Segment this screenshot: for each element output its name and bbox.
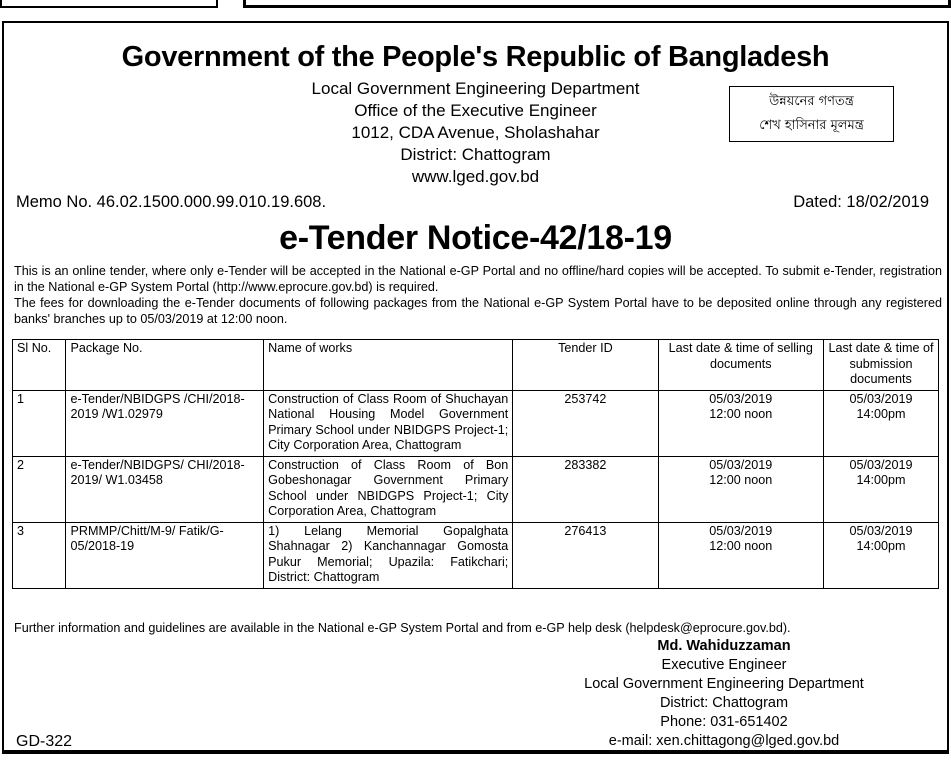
signatory-phone: Phone: 031-651402	[660, 714, 788, 730]
submission-time: 14:00pm	[856, 407, 906, 421]
header-selling-deadline: Last date & time of selling documents	[658, 340, 823, 391]
government-title: Government of the People's Republic of Bangladesh	[121, 41, 830, 73]
table-row	[13, 390, 939, 456]
cell-sl-no: 1	[13, 390, 66, 456]
cell-name-of-works: Construction of Class Room of Shuchayan National Housing Model Government Primary School under NBIDGPS Project-1; City Corporation Area, Chattogram	[264, 390, 513, 456]
signatory-district: District: Chattogram	[659, 695, 789, 711]
slogan-line-1: উন্নয়নের গণতন্ত্র	[769, 94, 854, 109]
signatory-department: Local Government Engineering Department	[584, 676, 864, 692]
office-name: Office of the Executive Engineer	[354, 101, 597, 120]
signatory-email: e-mail: xen.chittagong@lged.gov.bd	[608, 733, 840, 749]
notice-title: e-Tender Notice-42/18-19	[279, 219, 672, 257]
slogan-line-2: শেখ হাসিনার মূলমন্ত্র	[759, 118, 864, 133]
office-address: 1012, CDA Avenue, Sholashahar	[351, 123, 600, 142]
intro-paragraph-1: This is an online tender, where only e-Tender will be accepted in the National e-GP Portal and no offline/hard copies will be accepted. To submit e-Tender, registration in the National e-GP System Portal (http://www.eprocure.gov.bd) is required.	[14, 264, 942, 294]
cell-submission-deadline	[823, 522, 938, 588]
cell-package-no: PRMMP/Chitt/M-9/ Fatik/G-05/2018-19	[66, 522, 264, 588]
slogan-box	[729, 86, 894, 142]
signatory-designation: Executive Engineer	[661, 657, 787, 673]
cell-sl-no: 3	[13, 522, 66, 588]
cell-selling-deadline	[658, 522, 823, 588]
notice-date: Dated: 18/02/2019	[793, 193, 929, 211]
header-package-no: Package No.	[66, 340, 264, 391]
cell-tender-id: 253742	[513, 390, 658, 456]
signatory-name: Md. Wahiduzzaman	[657, 638, 791, 654]
cell-selling-deadline	[658, 456, 823, 522]
tender-notice	[2, 21, 949, 754]
intro-paragraph-2: The fees for downloading the e-Tender documents of following packages from the National e-GP System Portal have to be deposited online through any registered banks' branches up to 05/03/2019 at 12:00 noon.	[14, 296, 942, 326]
office-website: www.lged.gov.bd	[411, 167, 540, 186]
selling-date: 05/03/2019	[709, 523, 773, 538]
selling-time: 12:00 noon	[709, 473, 773, 487]
cell-name-of-works: 1) Lelang Memorial Gopalghata Shahnagar 2) Kanchannagar Gomosta Pukur Memorial; Upazila: Fatikchari; District: Chattogram	[264, 522, 513, 588]
selling-time: 12:00 noon	[709, 539, 773, 553]
department-name: Local Government Engineering Department	[311, 79, 640, 98]
header-sl-no: Sl No.	[13, 340, 66, 391]
submission-date: 05/03/2019	[849, 457, 913, 472]
submission-date: 05/03/2019	[849, 391, 913, 406]
further-information: Further information and guidelines are available in the National e-GP System Portal and from e-GP help desk (helpdesk@eprocure.gov.bd).	[14, 621, 791, 635]
table-row	[13, 456, 939, 522]
selling-date: 05/03/2019	[709, 391, 773, 406]
cell-package-no: e-Tender/NBIDGPS/ CHI/2018-2019/ W1.03458	[66, 456, 264, 522]
selling-time: 12:00 noon	[709, 407, 773, 421]
signature-block	[524, 637, 924, 751]
previous-ad-border-right	[243, 0, 951, 8]
header-submission-deadline: Last date & time of submission documents	[823, 340, 938, 391]
cell-tender-id: 283382	[513, 456, 658, 522]
tender-table	[12, 339, 939, 589]
cell-package-no: e-Tender/NBIDGPS /CHI/2018-2019 /W1.02979	[66, 390, 264, 456]
intro-text	[14, 263, 942, 327]
header-name-of-works: Name of works	[264, 340, 513, 391]
cell-name-of-works: Construction of Class Room of Bon Gobeshonagar Government Primary School under NBIDGPS Project-1; City Corporation Area, Chattogram	[264, 456, 513, 522]
submission-time: 14:00pm	[856, 473, 906, 487]
office-district: District: Chattogram	[400, 145, 551, 164]
cell-submission-deadline	[823, 390, 938, 456]
submission-date: 05/03/2019	[849, 523, 913, 538]
submission-time: 14:00pm	[856, 539, 906, 553]
cell-selling-deadline	[658, 390, 823, 456]
gd-code: GD-322	[16, 733, 73, 750]
memo-number: Memo No. 46.02.1500.000.99.010.19.608.	[16, 193, 327, 211]
cell-submission-deadline	[823, 456, 938, 522]
table-header-row	[13, 340, 939, 391]
table-row	[13, 522, 939, 588]
cell-tender-id: 276413	[513, 522, 658, 588]
header-tender-id: Tender ID	[513, 340, 658, 391]
previous-ad-border-left	[0, 0, 218, 8]
cell-sl-no: 2	[13, 456, 66, 522]
selling-date: 05/03/2019	[709, 457, 773, 472]
